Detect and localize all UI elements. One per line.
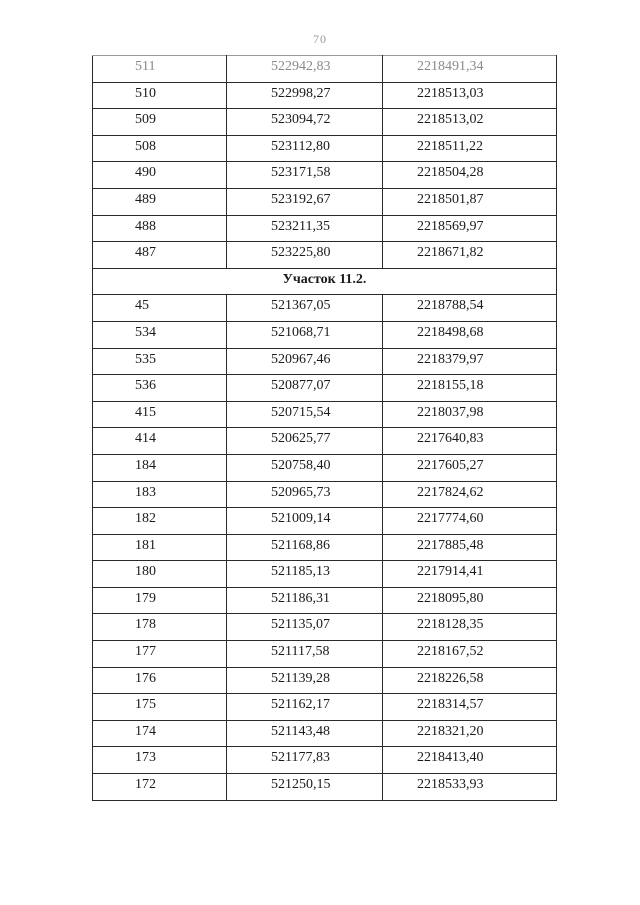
point-number-cell: 489 [93, 188, 227, 215]
table-row [93, 321, 557, 348]
point-number-cell: 174 [93, 720, 227, 747]
x-coordinate-cell: 523112,80 [227, 135, 383, 162]
point-number-cell: 181 [93, 534, 227, 561]
table-row [93, 641, 557, 668]
y-coordinate-cell: 2217914,41 [383, 561, 557, 588]
point-number-cell: 179 [93, 587, 227, 614]
coordinates-rows-before [93, 56, 557, 269]
x-coordinate-cell: 521185,13 [227, 561, 383, 588]
x-coordinate-cell: 520758,40 [227, 454, 383, 481]
table-row [93, 56, 557, 83]
point-number-cell: 534 [93, 321, 227, 348]
x-coordinate-cell: 520625,77 [227, 428, 383, 455]
point-number-cell: 45 [93, 295, 227, 322]
table-row [93, 694, 557, 721]
x-coordinate-cell: 521186,31 [227, 587, 383, 614]
y-coordinate-cell: 2218788,54 [383, 295, 557, 322]
table-row [93, 109, 557, 136]
point-number-cell: 184 [93, 454, 227, 481]
point-number-cell: 414 [93, 428, 227, 455]
table-row [93, 348, 557, 375]
x-coordinate-cell: 521168,86 [227, 534, 383, 561]
section-header-group [93, 268, 557, 295]
table-row [93, 774, 557, 801]
y-coordinate-cell: 2218671,82 [383, 242, 557, 269]
point-number-cell: 180 [93, 561, 227, 588]
point-number-cell: 177 [93, 641, 227, 668]
page-number: 70 [313, 32, 327, 46]
table-row [93, 162, 557, 189]
y-coordinate-cell: 2218513,02 [383, 109, 557, 136]
x-coordinate-cell: 521143,48 [227, 720, 383, 747]
section-title: Участок 11.2. [93, 268, 557, 295]
table-row [93, 375, 557, 402]
table-row [93, 188, 557, 215]
x-coordinate-cell: 523094,72 [227, 109, 383, 136]
x-coordinate-cell: 520877,07 [227, 375, 383, 402]
x-coordinate-cell: 521135,07 [227, 614, 383, 641]
x-coordinate-cell: 523211,35 [227, 215, 383, 242]
y-coordinate-cell: 2218513,03 [383, 82, 557, 109]
x-coordinate-cell: 520965,73 [227, 481, 383, 508]
point-number-cell: 415 [93, 401, 227, 428]
x-coordinate-cell: 521177,83 [227, 747, 383, 774]
table-row [93, 508, 557, 535]
y-coordinate-cell: 2218321,20 [383, 720, 557, 747]
y-coordinate-cell: 2218501,87 [383, 188, 557, 215]
y-coordinate-cell: 2218504,28 [383, 162, 557, 189]
x-coordinate-cell: 521139,28 [227, 667, 383, 694]
y-coordinate-cell: 2218413,40 [383, 747, 557, 774]
table-row [93, 428, 557, 455]
point-number-cell: 510 [93, 82, 227, 109]
point-number-cell: 488 [93, 215, 227, 242]
y-coordinate-cell: 2218491,34 [383, 56, 557, 83]
table-row [93, 720, 557, 747]
y-coordinate-cell: 2218167,52 [383, 641, 557, 668]
point-number-cell: 172 [93, 774, 227, 801]
y-coordinate-cell: 2218533,93 [383, 774, 557, 801]
table-row [93, 614, 557, 641]
table-row [93, 667, 557, 694]
point-number-cell: 536 [93, 375, 227, 402]
y-coordinate-cell: 2218498,68 [383, 321, 557, 348]
table-row [93, 481, 557, 508]
point-number-cell: 178 [93, 614, 227, 641]
point-number-cell: 487 [93, 242, 227, 269]
x-coordinate-cell: 521367,05 [227, 295, 383, 322]
point-number-cell: 173 [93, 747, 227, 774]
coordinates-rows-after [93, 295, 557, 800]
y-coordinate-cell: 2218511,22 [383, 135, 557, 162]
coordinates-table [92, 55, 557, 801]
point-number-cell: 509 [93, 109, 227, 136]
y-coordinate-cell: 2218379,97 [383, 348, 557, 375]
point-number-cell: 176 [93, 667, 227, 694]
x-coordinate-cell: 521009,14 [227, 508, 383, 535]
point-number-cell: 182 [93, 508, 227, 535]
x-coordinate-cell: 522998,27 [227, 82, 383, 109]
x-coordinate-cell: 520715,54 [227, 401, 383, 428]
table-row [93, 747, 557, 774]
table-row [93, 295, 557, 322]
table-row [93, 401, 557, 428]
x-coordinate-cell: 521117,58 [227, 641, 383, 668]
table-row [93, 454, 557, 481]
table-row [93, 561, 557, 588]
point-number-cell: 511 [93, 56, 227, 83]
table-row [93, 215, 557, 242]
y-coordinate-cell: 2218155,18 [383, 375, 557, 402]
y-coordinate-cell: 2217640,83 [383, 428, 557, 455]
y-coordinate-cell: 2218314,57 [383, 694, 557, 721]
x-coordinate-cell: 523171,58 [227, 162, 383, 189]
table-row [93, 587, 557, 614]
x-coordinate-cell: 521250,15 [227, 774, 383, 801]
y-coordinate-cell: 2218128,35 [383, 614, 557, 641]
x-coordinate-cell: 523192,67 [227, 188, 383, 215]
x-coordinate-cell: 520967,46 [227, 348, 383, 375]
point-number-cell: 183 [93, 481, 227, 508]
y-coordinate-cell: 2217885,48 [383, 534, 557, 561]
x-coordinate-cell: 521068,71 [227, 321, 383, 348]
y-coordinate-cell: 2218226,58 [383, 667, 557, 694]
y-coordinate-cell: 2217774,60 [383, 508, 557, 535]
point-number-cell: 535 [93, 348, 227, 375]
x-coordinate-cell: 521162,17 [227, 694, 383, 721]
table-row [93, 534, 557, 561]
table-row [93, 242, 557, 269]
y-coordinate-cell: 2218037,98 [383, 401, 557, 428]
point-number-cell: 490 [93, 162, 227, 189]
section-header-row [93, 268, 557, 295]
x-coordinate-cell: 523225,80 [227, 242, 383, 269]
x-coordinate-cell: 522942,83 [227, 56, 383, 83]
y-coordinate-cell: 2218569,97 [383, 215, 557, 242]
y-coordinate-cell: 2217605,27 [383, 454, 557, 481]
y-coordinate-cell: 2218095,80 [383, 587, 557, 614]
table-row [93, 82, 557, 109]
table-row [93, 135, 557, 162]
y-coordinate-cell: 2217824,62 [383, 481, 557, 508]
point-number-cell: 175 [93, 694, 227, 721]
point-number-cell: 508 [93, 135, 227, 162]
